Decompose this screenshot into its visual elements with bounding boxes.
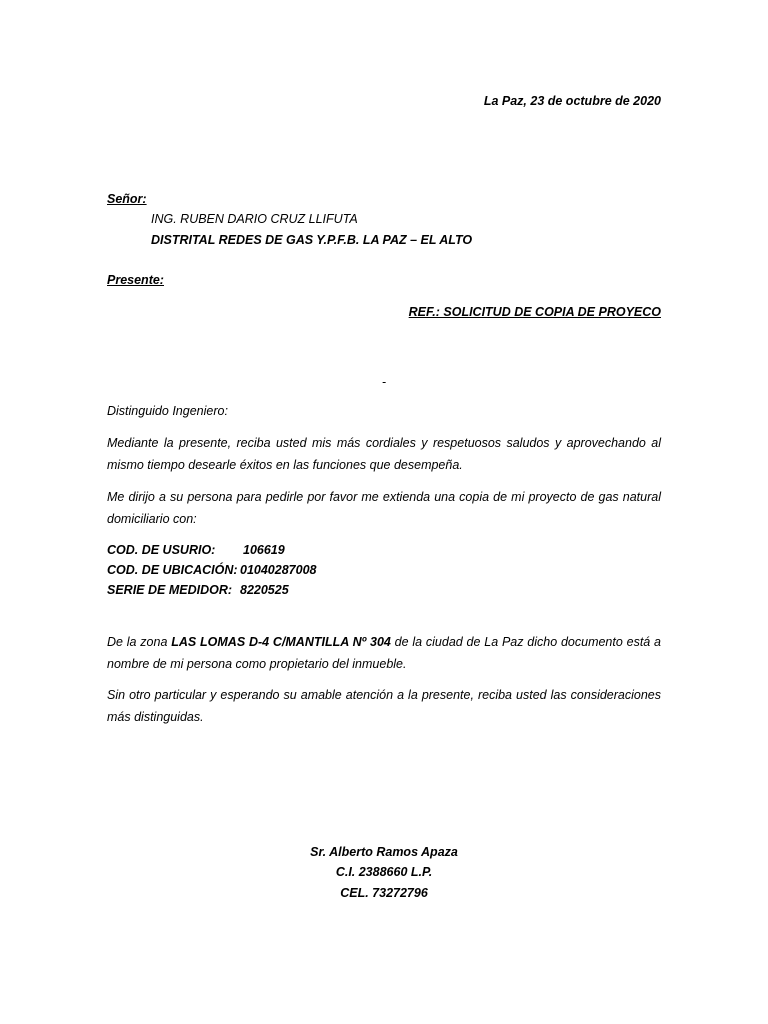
signature-ci: C.I. 2388660 L.P. (335, 865, 433, 879)
paragraph-3-prefix: De la zona (107, 635, 172, 649)
field-value: 106619 (243, 543, 285, 557)
field-label: SERIE DE MEDIDOR: (107, 583, 233, 597)
recipient-organization: DISTRITAL REDES DE GAS Y.P.F.B. LA PAZ – EL ALTO (151, 233, 473, 247)
field-label: COD. DE UBICACIÓN: (107, 563, 238, 577)
field-label: COD. DE USURIO: (107, 543, 216, 557)
field-cod-ubicacion (107, 563, 317, 578)
greeting: Distinguido Ingeniero: (107, 404, 228, 418)
recipient-name: ING. RUBEN DARIO CRUZ LLIFUTA (151, 212, 358, 226)
field-cod-usuario (107, 543, 285, 558)
paragraph-2: Me dirijo a su persona para pedirle por favor me extienda una copia de mi proyecto de gas natural domiciliario con: (107, 490, 661, 526)
field-value: 8220525 (240, 583, 289, 597)
signature-name: Sr. Alberto Ramos Apaza (310, 845, 458, 859)
presente-label: Presente: (107, 273, 164, 287)
paragraph-4: Sin otro particular y esperando su amable atención a la presente, reciba usted las consideraciones más distinguidas. (107, 688, 661, 724)
paragraph-3-suffix: de la ciudad de La Paz dicho documento está a nombre de mi persona como propietario del inmueble. (107, 635, 661, 671)
letter-date: La Paz, 23 de octubre de 2020 (483, 94, 661, 108)
field-serie-medidor (107, 583, 289, 598)
paragraph-3-location: LAS LOMAS D-4 C/MANTILLA Nº 304 (171, 635, 391, 649)
signature-cel: CEL. 73272796 (340, 886, 428, 900)
separator-dash: - (381, 375, 387, 389)
paragraph-1: Mediante la presente, reciba usted mis más cordiales y respetuosos saludos y aprovechando al mismo tiempo desearle éxitos en las funciones que desempeña. (107, 436, 661, 472)
reference-line: REF.: SOLICITUD DE COPIA DE PROYECO (408, 305, 661, 319)
field-value: 01040287008 (240, 563, 317, 577)
recipient-salutation: Señor: (107, 192, 147, 206)
paragraph-3 (107, 631, 661, 675)
